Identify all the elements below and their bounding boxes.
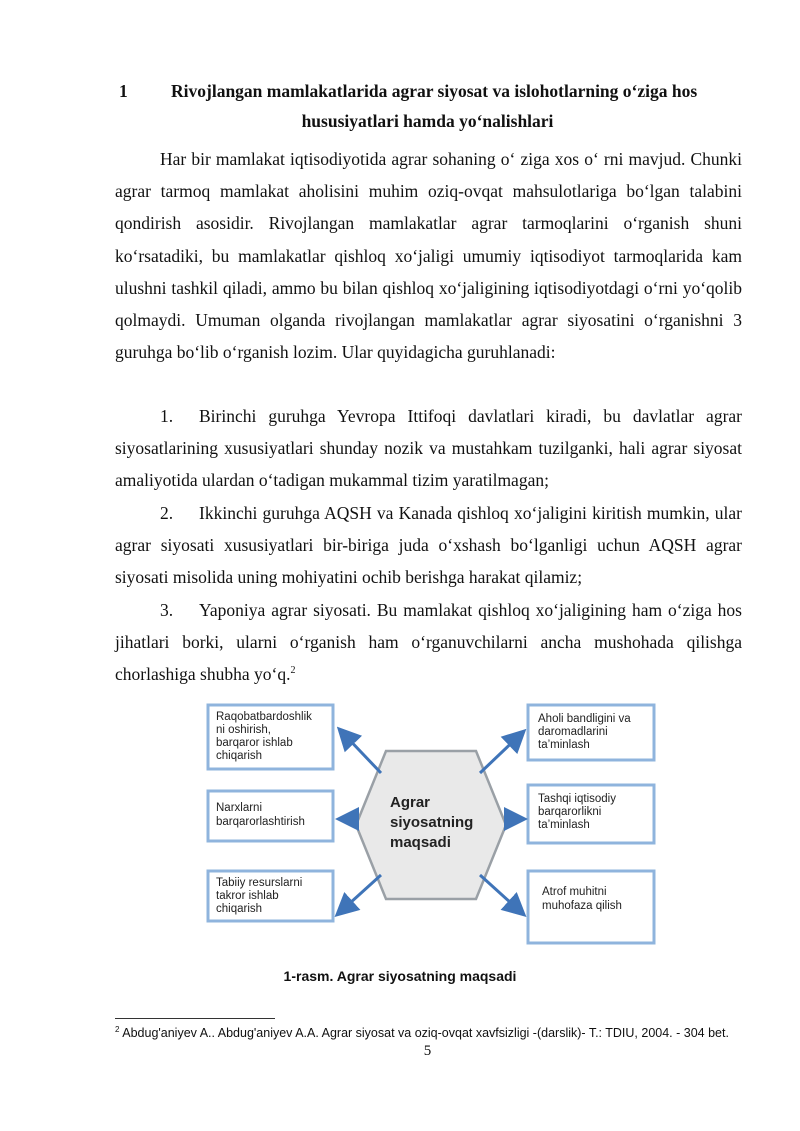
left-goal-1-line: chiqarish bbox=[216, 750, 263, 762]
section-number: 1 bbox=[119, 81, 128, 101]
center-label-line: maqsadi bbox=[390, 834, 451, 851]
list-item-number: 2. bbox=[160, 503, 174, 523]
section-title-line-1: Rivojlangan mamlakatlarida agrar siyosat va islohotlarning o‘ziga hos bbox=[171, 81, 698, 101]
list-item-text: Yaponiya agrar siyosati. Bu mamlakat qishloq xo‘jaligining ham o‘ziga hos jihatlari borki, ularni o‘rganish ham o‘rganuvchilarni ancha mushohada qilishga chorlashiga shubha yo‘q. bbox=[115, 600, 742, 685]
footnote-reference[interactable]: 2 bbox=[290, 665, 296, 677]
right-goal-box-3 bbox=[528, 871, 654, 943]
list-item-number: 3. bbox=[160, 600, 174, 620]
right-goal-1-line: ta’minlash bbox=[538, 739, 590, 751]
agrar-goals-diagram bbox=[206, 703, 656, 948]
right-goal-box-1 bbox=[528, 705, 654, 760]
list-item bbox=[115, 400, 742, 497]
left-goal-box-1 bbox=[208, 705, 333, 769]
arrow-to-right-goal-1 bbox=[480, 733, 522, 773]
left-goal-box-2 bbox=[208, 791, 333, 841]
list-item-number: 1. bbox=[160, 406, 174, 426]
right-goal-2-line: Tashqi iqtisodiy bbox=[538, 793, 616, 805]
left-goal-1-line: Raqobatbardoshlik bbox=[216, 711, 312, 723]
right-goal-box-2 bbox=[528, 785, 654, 843]
right-goal-1-line: daromadlarini bbox=[538, 726, 608, 738]
footnote bbox=[115, 1026, 755, 1040]
center-label-line: Agrar bbox=[390, 794, 431, 811]
left-goal-box-3 bbox=[208, 871, 333, 921]
right-goal-3-line: Atrof muhitni bbox=[542, 886, 607, 898]
list-item-text: Ikkinchi guruhga AQSH va Kanada qishloq xo‘jaligini kiritish mumkin, ular agrar siyosati xususiyatlari bir-biriga juda o‘xshash bo‘lganligi uchun AQSH agrar siyosati misolida uning mohiyatini ochib berishga harakat qilamiz; bbox=[115, 503, 742, 588]
footnote-marker: 2 bbox=[115, 1024, 120, 1034]
right-goal-3-line: muhofaza qilish bbox=[542, 900, 622, 912]
footnote-text: Abdug'aniyev A.. Abdug'aniyev A.A. Agrar siyosat va oziq-ovqat xavfsizligi -(darslik)- T.: TDIU, 2004. - 304 bet. bbox=[122, 1026, 729, 1040]
figure-caption: 1-rasm. Agrar siyosatning maqsadi bbox=[283, 968, 517, 984]
right-goal-1-line: Aholi bandligini va bbox=[538, 713, 631, 725]
footnote-divider bbox=[115, 1018, 275, 1019]
intro-paragraph: Har bir mamlakat iqtisodiyotida agrar sohaning o‘ ziga xos o‘ rni mavjud. Chunki agrar tarmoq mamlakat aholisini muhim oziq-ovqat mahsulotlariga bo‘lgan talabini qondirish asosidir. Rivojlangan mamlakatlar agrar tarmoqlarini o‘rganish shuni ko‘rsatadiki, bu mamlakatlar qishloq xo‘jaligi umumiy iqtisodiyot tarmoqlarida kam ulushni tashkil qiladi, ammo bu bilan qishloq xo‘jaligining iqtisodiyotdagi o‘rni yo‘qolib qolmaydi. Umuman olganda rivojlangan mamlakatlar agrar siyosatini o‘rganishni 3 guruhga bo‘lib o‘rganish lozim. Ular quyidagicha guruhlanadi: bbox=[115, 149, 742, 363]
left-goal-1-line: barqaror ishlab bbox=[216, 737, 293, 749]
section-title-line-2: hususiyatlari hamda yo‘nalishlari bbox=[301, 111, 554, 131]
list-item-text: Birinchi guruhga Yevropa Ittifoqi davlatlari kiradi, bu davlatlar agrar siyosatlarining xususiyatlari shunday nozik va mustahkam tuzilganki, hali agrar siyosat amaliyotida ulardan o‘tadigan mukammal tizim yaratilmagan; bbox=[115, 406, 742, 491]
right-goal-2-line: ta’minlash bbox=[538, 819, 590, 831]
left-goal-3-line: chiqarish bbox=[216, 903, 263, 915]
arrow-to-left-goal-1 bbox=[341, 731, 381, 773]
left-goal-1-line: ni oshirish, bbox=[216, 724, 271, 736]
arrow-to-right-goal-3 bbox=[480, 875, 522, 913]
right-goal-2-line: barqarorlikni bbox=[538, 806, 602, 818]
center-label-line: siyosatning bbox=[390, 814, 474, 831]
arrow-to-left-goal-3 bbox=[339, 875, 381, 913]
left-goal-3-line: takror ishlab bbox=[216, 890, 279, 902]
left-goal-3-line: Tabiiy resurslarni bbox=[216, 877, 303, 889]
page-number: 5 bbox=[423, 1043, 432, 1059]
left-goal-2-line: barqarorlashtirish bbox=[216, 816, 305, 828]
list-item bbox=[115, 497, 742, 594]
list-item bbox=[115, 594, 742, 691]
left-goal-2-line: Narxlarni bbox=[216, 802, 263, 814]
